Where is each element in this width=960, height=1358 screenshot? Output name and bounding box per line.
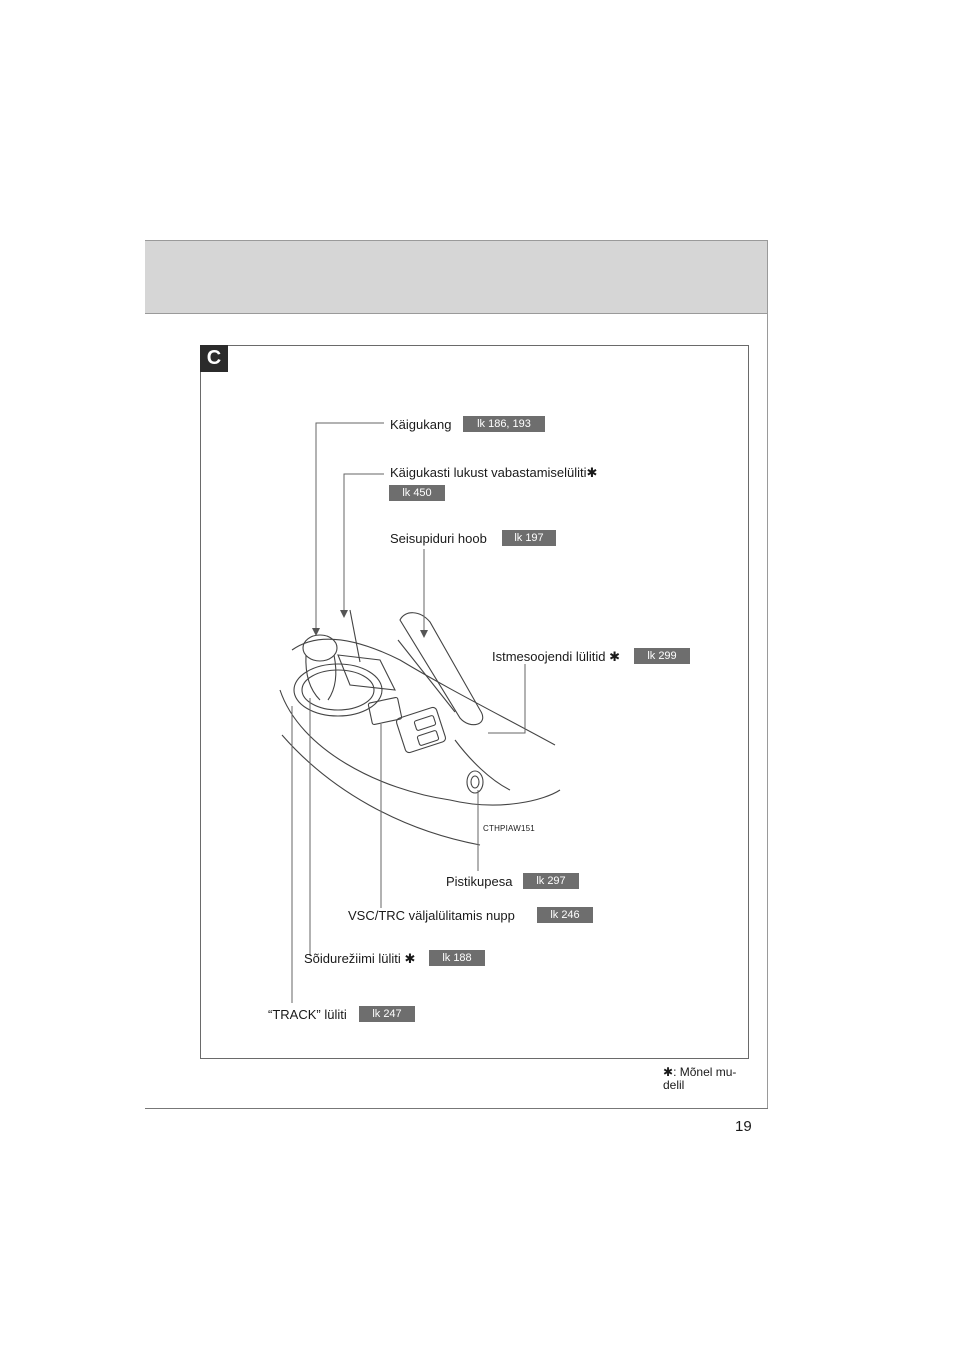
star-mark: ✱ [609,649,620,664]
seat-heater-switch-1 [414,715,436,731]
seat-heater-ref: lk 299 [634,648,690,664]
shift-lock-ref: lk 450 [389,485,445,501]
shift-lever-ref: lk 186, 193 [463,416,545,432]
shift-lever-label: Käigukang [390,417,452,432]
footnote: ✱: Mõnel mu- delil [663,1065,737,1092]
vsc-trc-ref: lk 246 [537,907,593,923]
power-outlet-ref: lk 297 [523,873,579,889]
parking-brake-lever [400,613,483,725]
figure-code: CTHPIAW151 [483,824,535,833]
track-label: “TRACK” lüliti [268,1007,347,1022]
parking-brake-ref: lk 197 [502,530,556,546]
vsc-trc-label: VSC/TRC väljalülitamis nupp [348,908,515,923]
page-number: 19 [735,1118,752,1135]
star-mark: ✱ [586,465,598,480]
bottom-rule [145,1108,768,1109]
track-ref: lk 247 [359,1006,415,1022]
shift-lock-label: Käigukasti lukust vabastamiselüliti✱ [390,465,598,480]
seat-heater-label: Istmesoojendi lülitid ✱ [492,649,620,664]
power-outlet [467,771,483,793]
drive-mode-label: Sõidurežiimi lüliti ✱ [304,951,416,966]
star-mark: ✱ [663,1065,674,1079]
gear-knob [303,635,337,661]
drive-mode-ref: lk 188 [429,950,485,966]
star-mark: ✱ [404,951,416,966]
console-outline-bottom [280,690,560,805]
power-outlet-label: Pistikupesa [446,874,513,889]
seat-heater-switch-2 [417,730,439,746]
section-tab: C [200,345,228,372]
parking-brake-label: Seisupiduri hoob [390,531,487,546]
